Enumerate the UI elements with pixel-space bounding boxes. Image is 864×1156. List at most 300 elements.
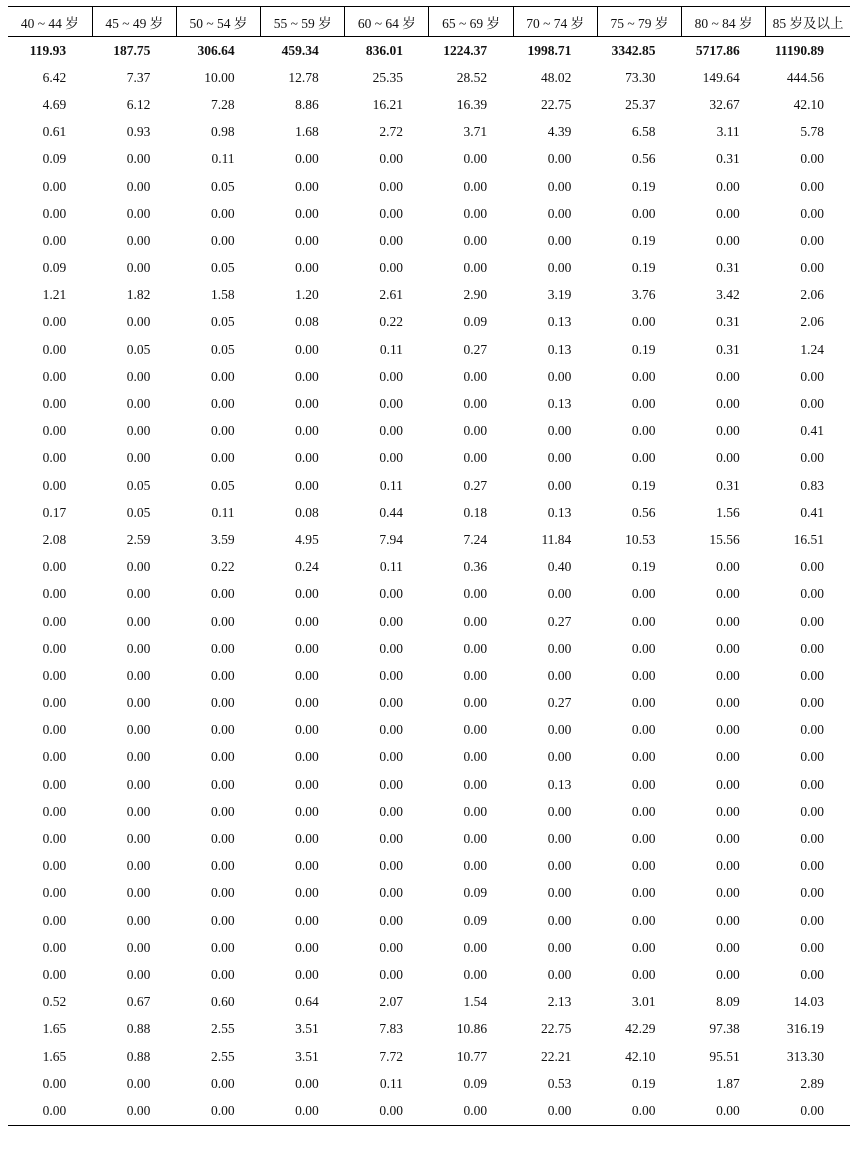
table-cell: 0.00 [631, 722, 656, 738]
table-cell: 0.00 [8, 1097, 92, 1125]
table-cell: 0.19 [631, 559, 656, 575]
table-cell: 0.00 [379, 178, 403, 194]
table-cell: 0.00 [716, 450, 740, 466]
table-cell: 0.00 [800, 559, 824, 575]
table-cell: 0.31 [716, 151, 740, 167]
table-cell: 0.00 [379, 232, 403, 248]
table-cell: 0.00 [547, 450, 572, 466]
table-cell: 1.82 [126, 287, 151, 303]
table-cell: 0.00 [800, 232, 824, 248]
table-cell: 0.00 [800, 803, 824, 819]
table-cell: 0.00 [463, 178, 488, 194]
table-cell: 0.00 [210, 667, 235, 683]
table-cell: 0.00 [295, 205, 319, 221]
table-cell: 0.27 [547, 613, 572, 629]
table-cell: 0.00 [800, 912, 824, 928]
table-row [8, 608, 850, 635]
table-cell: 0.00 [631, 939, 656, 955]
table-cell: 0.00 [295, 640, 319, 656]
table-cell: 0.00 [463, 368, 488, 384]
table-row [8, 907, 850, 934]
table-cell: 0.00 [716, 613, 740, 629]
table-cell: 0.00 [42, 858, 67, 874]
table-cell: 0.00 [631, 396, 656, 412]
table-cell: 0.00 [513, 1097, 597, 1125]
table-cell: 0.00 [547, 260, 572, 276]
table-cell: 0.27 [463, 477, 488, 493]
table-cell: 73.30 [625, 69, 656, 85]
table-cell: 0.00 [295, 912, 319, 928]
table-cell: 0.52 [42, 994, 67, 1010]
table-cell: 0.00 [210, 722, 235, 738]
table-cell: 0.41 [800, 504, 824, 520]
table-cell: 3.51 [295, 1048, 319, 1064]
table-cell: 1.21 [42, 287, 67, 303]
table-cell: 0.00 [126, 314, 151, 330]
table-cell: 0.00 [379, 667, 403, 683]
table-cell: 0.00 [379, 966, 403, 982]
table-cell: 0.00 [126, 260, 151, 276]
table-row [8, 472, 850, 499]
table-cell: 0.00 [800, 966, 824, 982]
table-cell: 0.00 [716, 423, 740, 439]
table-row [8, 445, 850, 472]
table-cell: 0.00 [631, 749, 656, 765]
table-cell: 0.00 [295, 586, 319, 602]
table-cell: 0.56 [631, 151, 656, 167]
table-cell: 0.13 [547, 396, 572, 412]
table-cell: 0.00 [800, 858, 824, 874]
table-cell: 0.00 [800, 640, 824, 656]
table-row [8, 1043, 850, 1070]
table-row [8, 771, 850, 798]
table-cell: 0.00 [716, 640, 740, 656]
table-cell: 1.65 [42, 1048, 67, 1064]
table-cell: 0.00 [547, 858, 572, 874]
table-cell: 836.01 [365, 42, 403, 58]
table-cell: 0.00 [463, 749, 488, 765]
column-header: 85 岁及以上 [766, 7, 850, 37]
table-cell: 0.31 [716, 260, 740, 276]
table-cell: 0.00 [295, 966, 319, 982]
table-row [8, 37, 850, 65]
table-cell: 2.89 [800, 1075, 824, 1091]
table-cell: 0.05 [210, 314, 235, 330]
table-cell: 0.00 [547, 178, 572, 194]
table-cell: 0.00 [42, 559, 67, 575]
table-cell: 0.00 [463, 232, 488, 248]
table-cell: 0.00 [800, 749, 824, 765]
table-row [8, 64, 850, 91]
table-cell: 0.44 [379, 504, 403, 520]
table-cell: 10.77 [456, 1048, 488, 1064]
table-cell: 2.06 [800, 314, 824, 330]
table-row [8, 853, 850, 880]
table-cell: 11.84 [541, 531, 572, 547]
table-cell: 0.00 [716, 749, 740, 765]
table-cell: 0.00 [295, 178, 319, 194]
table-cell: 0.22 [210, 559, 235, 575]
table-cell: 0.00 [42, 368, 67, 384]
table-row [8, 825, 850, 852]
table-cell: 2.59 [126, 531, 151, 547]
table-row [8, 1016, 850, 1043]
table-cell: 0.00 [716, 205, 740, 221]
table-cell: 0.67 [126, 994, 151, 1010]
table-cell: 0.00 [716, 559, 740, 575]
table-cell: 306.64 [197, 42, 235, 58]
table-cell: 0.00 [716, 586, 740, 602]
table-cell: 16.51 [793, 531, 824, 547]
table-cell: 0.00 [42, 722, 67, 738]
table-cell: 0.00 [463, 613, 488, 629]
table-cell: 0.00 [42, 912, 67, 928]
table-cell: 0.17 [42, 504, 67, 520]
table-row [8, 119, 850, 146]
table-cell: 0.00 [547, 232, 572, 248]
table-cell: 0.00 [379, 151, 403, 167]
table-cell: 0.00 [800, 368, 824, 384]
table-cell: 0.00 [295, 831, 319, 847]
table-cell: 7.24 [463, 531, 488, 547]
table-cell: 0.11 [379, 1075, 403, 1091]
table-cell: 0.00 [463, 803, 488, 819]
table-cell: 0.00 [547, 586, 572, 602]
table-cell: 0.00 [631, 803, 656, 819]
table-cell: 0.00 [126, 667, 151, 683]
table-cell: 0.09 [463, 912, 488, 928]
table-cell: 48.02 [540, 69, 572, 85]
table-cell: 12.78 [288, 69, 319, 85]
table-cell: 2.13 [547, 994, 572, 1010]
table-cell: 0.00 [547, 912, 572, 928]
table-cell: 1.68 [295, 124, 319, 140]
table-cell: 22.75 [540, 1021, 572, 1037]
table-cell: 0.09 [463, 885, 488, 901]
table-cell: 0.09 [463, 1075, 488, 1091]
table-cell: 0.00 [210, 776, 235, 792]
table-cell: 0.00 [800, 586, 824, 602]
table-cell: 0.00 [295, 396, 319, 412]
table-cell: 0.88 [126, 1021, 151, 1037]
table-cell: 0.00 [295, 232, 319, 248]
table-cell: 0.00 [463, 667, 488, 683]
table-cell: 3.76 [631, 287, 656, 303]
table-cell: 0.00 [42, 314, 67, 330]
table-cell: 0.00 [379, 396, 403, 412]
table-cell: 0.09 [42, 260, 67, 276]
table-cell: 1.87 [716, 1075, 740, 1091]
table-cell: 0.00 [295, 368, 319, 384]
column-header: 65 ~ 69 岁 [429, 7, 513, 37]
table-cell: 42.10 [793, 96, 824, 112]
table-cell: 5717.86 [695, 42, 740, 58]
table-cell: 0.00 [463, 640, 488, 656]
table-cell: 0.00 [126, 749, 151, 765]
table-cell: 0.00 [210, 831, 235, 847]
table-cell: 2.06 [800, 287, 824, 303]
table-cell: 6.42 [42, 69, 67, 85]
table-cell: 0.00 [800, 178, 824, 194]
table-cell: 0.00 [716, 803, 740, 819]
table-cell: 0.00 [800, 667, 824, 683]
table-cell: 0.00 [126, 586, 151, 602]
table-cell: 1.20 [295, 287, 319, 303]
table-cell: 0.00 [547, 477, 572, 493]
table-cell: 14.03 [793, 994, 824, 1010]
table-cell: 28.52 [456, 69, 488, 85]
table-cell: 0.00 [295, 260, 319, 276]
table-cell: 0.00 [716, 178, 740, 194]
table-cell: 1.58 [210, 287, 235, 303]
table-cell: 0.00 [379, 423, 403, 439]
age-group-rate-table [8, 6, 850, 1126]
table-cell: 0.00 [631, 586, 656, 602]
table-cell: 0.00 [42, 749, 67, 765]
table-cell: 0.00 [42, 477, 67, 493]
table-cell: 0.00 [800, 776, 824, 792]
table-cell: 0.09 [463, 314, 488, 330]
table-cell: 0.00 [716, 912, 740, 928]
table-cell: 0.19 [631, 178, 656, 194]
table-cell: 0.88 [126, 1048, 151, 1064]
table-cell: 0.00 [42, 640, 67, 656]
table-cell: 7.37 [126, 69, 151, 85]
table-cell: 7.28 [210, 96, 235, 112]
table-cell: 0.00 [42, 831, 67, 847]
table-cell: 0.00 [210, 423, 235, 439]
table-row [8, 880, 850, 907]
table-cell: 0.00 [463, 831, 488, 847]
table-cell: 0.00 [126, 613, 151, 629]
table-cell: 10.53 [625, 531, 656, 547]
table-cell: 0.00 [126, 858, 151, 874]
table-cell: 4.95 [295, 531, 319, 547]
table-row [8, 309, 850, 336]
table-cell: 0.00 [379, 450, 403, 466]
table-cell: 0.00 [210, 368, 235, 384]
table-cell: 0.00 [631, 858, 656, 874]
column-header: 60 ~ 64 岁 [345, 7, 429, 37]
table-cell: 0.00 [261, 1097, 345, 1125]
table-cell: 4.39 [547, 124, 572, 140]
table-cell: 0.00 [126, 396, 151, 412]
table-cell: 0.00 [210, 613, 235, 629]
table-cell: 0.08 [295, 504, 319, 520]
table-row [8, 581, 850, 608]
table-cell: 0.00 [210, 205, 235, 221]
table-row [8, 1097, 850, 1125]
table-cell: 8.09 [716, 994, 740, 1010]
table-cell: 0.00 [766, 1097, 850, 1125]
table-cell: 0.00 [631, 613, 656, 629]
table-row [8, 390, 850, 417]
table-cell: 0.00 [42, 966, 67, 982]
table-cell: 42.10 [625, 1048, 656, 1064]
table-cell: 3.19 [547, 287, 572, 303]
table-cell: 6.58 [631, 124, 656, 140]
table-cell: 0.05 [210, 477, 235, 493]
table-cell: 0.00 [463, 450, 488, 466]
table-cell: 0.00 [379, 831, 403, 847]
table-cell: 7.94 [379, 531, 403, 547]
table-cell: 0.00 [210, 803, 235, 819]
table-cell: 459.34 [281, 42, 319, 58]
table-cell: 0.00 [463, 695, 488, 711]
table-cell: 0.00 [42, 695, 67, 711]
table-row [8, 717, 850, 744]
column-header: 45 ~ 49 岁 [92, 7, 176, 37]
table-cell: 0.00 [42, 205, 67, 221]
table-row [8, 690, 850, 717]
table-cell: 0.00 [379, 586, 403, 602]
table-cell: 0.11 [379, 341, 403, 357]
table-cell: 95.51 [709, 1048, 740, 1064]
table-cell: 0.00 [716, 232, 740, 248]
table-cell: 0.00 [210, 858, 235, 874]
table-cell: 0.00 [42, 939, 67, 955]
table-row [8, 282, 850, 309]
table-cell: 0.00 [126, 559, 151, 575]
table-cell: 0.00 [295, 858, 319, 874]
table-cell: 0.00 [379, 939, 403, 955]
table-cell: 0.00 [379, 613, 403, 629]
table-cell: 0.00 [800, 205, 824, 221]
table-row [8, 662, 850, 689]
table-row [8, 798, 850, 825]
table-cell: 0.00 [597, 1097, 681, 1125]
table-cell: 0.31 [716, 314, 740, 330]
table-cell: 1998.71 [527, 42, 572, 58]
table-cell: 0.00 [631, 695, 656, 711]
table-row [8, 961, 850, 988]
table-cell: 0.00 [42, 450, 67, 466]
table-cell: 0.00 [379, 803, 403, 819]
table-cell: 0.00 [800, 613, 824, 629]
table-cell: 0.93 [126, 124, 151, 140]
table-cell: 0.00 [631, 314, 656, 330]
table-cell: 1.54 [463, 994, 488, 1010]
table-cell: 0.00 [126, 151, 151, 167]
column-header: 50 ~ 54 岁 [176, 7, 260, 37]
table-cell: 0.00 [547, 939, 572, 955]
table-cell: 0.00 [126, 939, 151, 955]
table-cell: 0.00 [42, 232, 67, 248]
table-row [8, 363, 850, 390]
table-cell: 0.56 [631, 504, 656, 520]
table-cell: 0.00 [547, 640, 572, 656]
table-cell: 0.00 [547, 151, 572, 167]
table-cell: 3.01 [631, 994, 656, 1010]
table-cell: 119.93 [29, 42, 67, 58]
table-cell: 0.00 [295, 151, 319, 167]
table-cell: 0.00 [210, 396, 235, 412]
table-cell: 0.00 [126, 912, 151, 928]
header-row [8, 7, 850, 37]
table-cell: 0.00 [379, 722, 403, 738]
table-cell: 0.00 [42, 885, 67, 901]
table-cell: 0.00 [210, 749, 235, 765]
table-cell: 0.00 [800, 885, 824, 901]
table-cell: 0.00 [463, 722, 488, 738]
table-cell: 0.00 [210, 450, 235, 466]
table-cell: 0.00 [126, 966, 151, 982]
table-cell: 3.51 [295, 1021, 319, 1037]
table-cell: 0.19 [631, 477, 656, 493]
table-cell: 0.00 [379, 368, 403, 384]
table-cell: 2.08 [42, 531, 67, 547]
table-cell: 0.53 [547, 1075, 572, 1091]
table-cell: 25.35 [372, 69, 403, 85]
table-cell: 42.29 [625, 1021, 656, 1037]
table-cell: 2.55 [210, 1048, 235, 1064]
table-cell: 0.05 [210, 178, 235, 194]
table-cell: 0.00 [716, 776, 740, 792]
table-cell: 0.00 [463, 423, 488, 439]
table-cell: 0.00 [295, 939, 319, 955]
table-row [8, 526, 850, 553]
table-cell: 0.00 [210, 885, 235, 901]
table-cell: 22.21 [540, 1048, 572, 1064]
table-cell: 0.00 [463, 396, 488, 412]
table-cell: 0.11 [211, 504, 235, 520]
table-cell: 0.00 [631, 640, 656, 656]
table-cell: 0.27 [463, 341, 488, 357]
table-cell: 0.31 [716, 477, 740, 493]
column-header: 70 ~ 74 岁 [513, 7, 597, 37]
table-cell: 0.00 [631, 667, 656, 683]
table-cell: 11190.89 [774, 42, 824, 58]
table-cell: 0.00 [126, 205, 151, 221]
table-row [8, 200, 850, 227]
table-cell: 0.00 [210, 640, 235, 656]
table-cell: 0.00 [42, 776, 67, 792]
table-row [8, 173, 850, 200]
column-header: 75 ~ 79 岁 [597, 7, 681, 37]
table-cell: 0.00 [631, 776, 656, 792]
table-cell: 149.64 [702, 69, 740, 85]
table-cell: 0.19 [631, 1075, 656, 1091]
table-cell: 0.00 [716, 939, 740, 955]
table-cell: 0.61 [42, 124, 67, 140]
table-cell: 0.00 [800, 151, 824, 167]
table-cell: 2.90 [463, 287, 488, 303]
table-cell: 0.00 [42, 613, 67, 629]
table-cell: 0.05 [126, 477, 151, 493]
table-cell: 0.00 [716, 368, 740, 384]
table-cell: 22.75 [540, 96, 572, 112]
table-cell: 0.13 [547, 504, 572, 520]
table-cell: 0.05 [126, 341, 151, 357]
table-cell: 0.00 [126, 450, 151, 466]
table-cell: 0.00 [42, 396, 67, 412]
table-cell: 0.31 [716, 341, 740, 357]
table-cell: 0.00 [295, 450, 319, 466]
table-cell: 0.00 [295, 477, 319, 493]
table-cell: 0.00 [295, 749, 319, 765]
table-cell: 8.86 [295, 96, 319, 112]
table-cell: 0.00 [547, 803, 572, 819]
table-cell: 0.11 [211, 151, 235, 167]
table-cell: 0.36 [463, 559, 488, 575]
table-cell: 0.00 [631, 831, 656, 847]
table-cell: 0.00 [631, 966, 656, 982]
table-row [8, 934, 850, 961]
column-header: 55 ~ 59 岁 [261, 7, 345, 37]
table-cell: 0.00 [429, 1097, 513, 1125]
table-cell: 1.56 [716, 504, 740, 520]
table-cell: 0.00 [210, 1075, 235, 1091]
